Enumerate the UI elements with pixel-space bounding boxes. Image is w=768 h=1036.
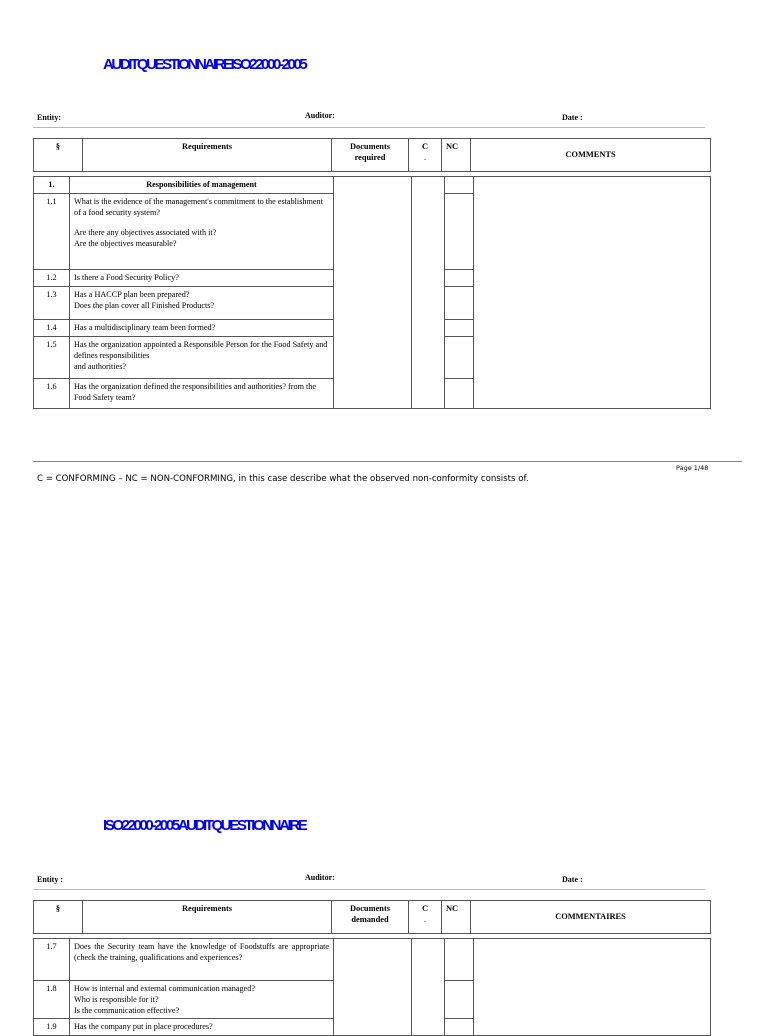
page2-header-table xyxy=(33,900,711,934)
comments-cell[interactable] xyxy=(474,939,711,1036)
col-comments-header: COMMENTAIRES xyxy=(471,901,711,934)
page1-header-table xyxy=(33,138,711,172)
page1-date-label: Date : xyxy=(562,113,583,122)
row-number: 1.6 xyxy=(34,379,70,409)
requirement-line: Are the objectives measurable? xyxy=(74,239,177,249)
row-number: 1.8 xyxy=(34,981,70,1019)
requirement-line: What is the evidence of the management's commitment to the establishment of a food security system? xyxy=(74,197,323,218)
page1-entity-label: Entity: xyxy=(37,113,61,122)
row-requirement xyxy=(70,194,334,270)
nc-cell[interactable] xyxy=(445,1019,474,1036)
col-nc-header: NC xyxy=(442,139,471,172)
section-number: 1. xyxy=(34,177,70,194)
footnote: C = CONFORMING – NC = NON-CONFORMING, in this case describe what the observed non-conformity consists of. xyxy=(37,474,529,484)
nc-cell[interactable] xyxy=(445,270,474,287)
page-number: Page 1/48 xyxy=(676,464,709,472)
requirement-line: Are there any objectives associated with it? xyxy=(74,228,217,238)
documents-cell[interactable] xyxy=(334,177,412,409)
requirement-line: Is the communication effective? xyxy=(74,1006,180,1016)
requirement-line: Who is responsible for it? xyxy=(74,995,159,1005)
row-requirement xyxy=(70,981,334,1019)
requirement-line: Does the plan cover all Finished Products? xyxy=(74,301,215,311)
nc-cell[interactable] xyxy=(445,320,474,337)
col-documents-header: Documents demanded xyxy=(332,901,409,934)
nc-cell[interactable] xyxy=(445,337,474,379)
row-requirement xyxy=(70,287,334,320)
row-requirement: Does the Security team have the knowledge of Foodstuffs are appropriate (check the training, qualifications and experiences? xyxy=(70,939,334,981)
page1-auditor-label: Auditor: xyxy=(305,111,335,120)
row-number: 1.4 xyxy=(34,320,70,337)
page2-title: ISO22000-2005AUDITQUESTIONNAIRE xyxy=(103,817,306,834)
col-section-header: § xyxy=(34,901,83,934)
page-break-rule xyxy=(33,461,742,462)
requirement-line: How is internal and external communication managed? xyxy=(74,984,255,993)
c-label: C xyxy=(421,142,429,151)
col-c-header xyxy=(409,139,442,172)
row-requirement: Is there a Food Security Policy? xyxy=(70,270,334,287)
page2-date-label: Date : xyxy=(562,875,583,884)
section-row xyxy=(34,177,711,194)
requirement-line: and authorities? xyxy=(74,362,127,372)
nc-cell[interactable] xyxy=(445,287,474,320)
page1-title: AUDITQUESTIONNAIREISO22000-2005 xyxy=(103,56,306,73)
row-number: 1.2 xyxy=(34,270,70,287)
page2-auditor-label: Auditor: xyxy=(305,873,335,882)
col-documents-header: Documents required xyxy=(332,139,409,172)
row-number: 1.5 xyxy=(34,337,70,379)
col-section-header: § xyxy=(34,139,83,172)
nc-cell[interactable] xyxy=(445,939,474,981)
row-requirement: Has the organization defined the responsibilities and authorities? from the Food Safety team? xyxy=(70,379,334,409)
row-number: 1.3 xyxy=(34,287,70,320)
col-nc-header: NC xyxy=(442,901,471,934)
page2-body-table xyxy=(33,938,711,1036)
c-dot: . xyxy=(423,153,427,163)
page1-header-rule xyxy=(33,127,705,128)
c-cell[interactable] xyxy=(412,177,445,409)
nc-cell[interactable] xyxy=(445,194,474,270)
section-title: Responsibilities of management xyxy=(70,177,334,194)
c-cell[interactable] xyxy=(412,939,445,1036)
comments-cell[interactable] xyxy=(474,177,711,409)
row-requirement: Has the company put in place procedures? xyxy=(70,1019,334,1036)
page1-body-table xyxy=(33,176,711,409)
col-c-header xyxy=(409,901,442,934)
row-requirement: Has a multidisciplinary team been formed? xyxy=(70,320,334,337)
row-number: 1.1 xyxy=(34,194,70,270)
row-number: 1.9 xyxy=(34,1019,70,1036)
nc-cell[interactable] xyxy=(445,379,474,409)
col-comments-header: COMMENTS xyxy=(471,139,711,172)
col-requirements-header: Requirements xyxy=(83,139,332,172)
c-dot: . xyxy=(423,915,427,925)
nc-cell[interactable] xyxy=(445,981,474,1019)
table-row xyxy=(34,939,711,981)
documents-cell[interactable] xyxy=(334,939,412,1036)
c-label: C xyxy=(421,904,429,913)
page2-header-rule xyxy=(33,889,705,890)
requirement-line: Has a HACCP plan been prepared? xyxy=(74,290,190,299)
nc-cell[interactable] xyxy=(445,177,474,194)
row-number: 1.7 xyxy=(34,939,70,981)
requirement-line: Has the organization appointed a Responsible Person for the Food Safety and defines responsibilities xyxy=(74,340,328,361)
page2-entity-label: Entity : xyxy=(37,875,63,884)
row-requirement xyxy=(70,337,334,379)
col-requirements-header: Requirements xyxy=(83,901,332,934)
